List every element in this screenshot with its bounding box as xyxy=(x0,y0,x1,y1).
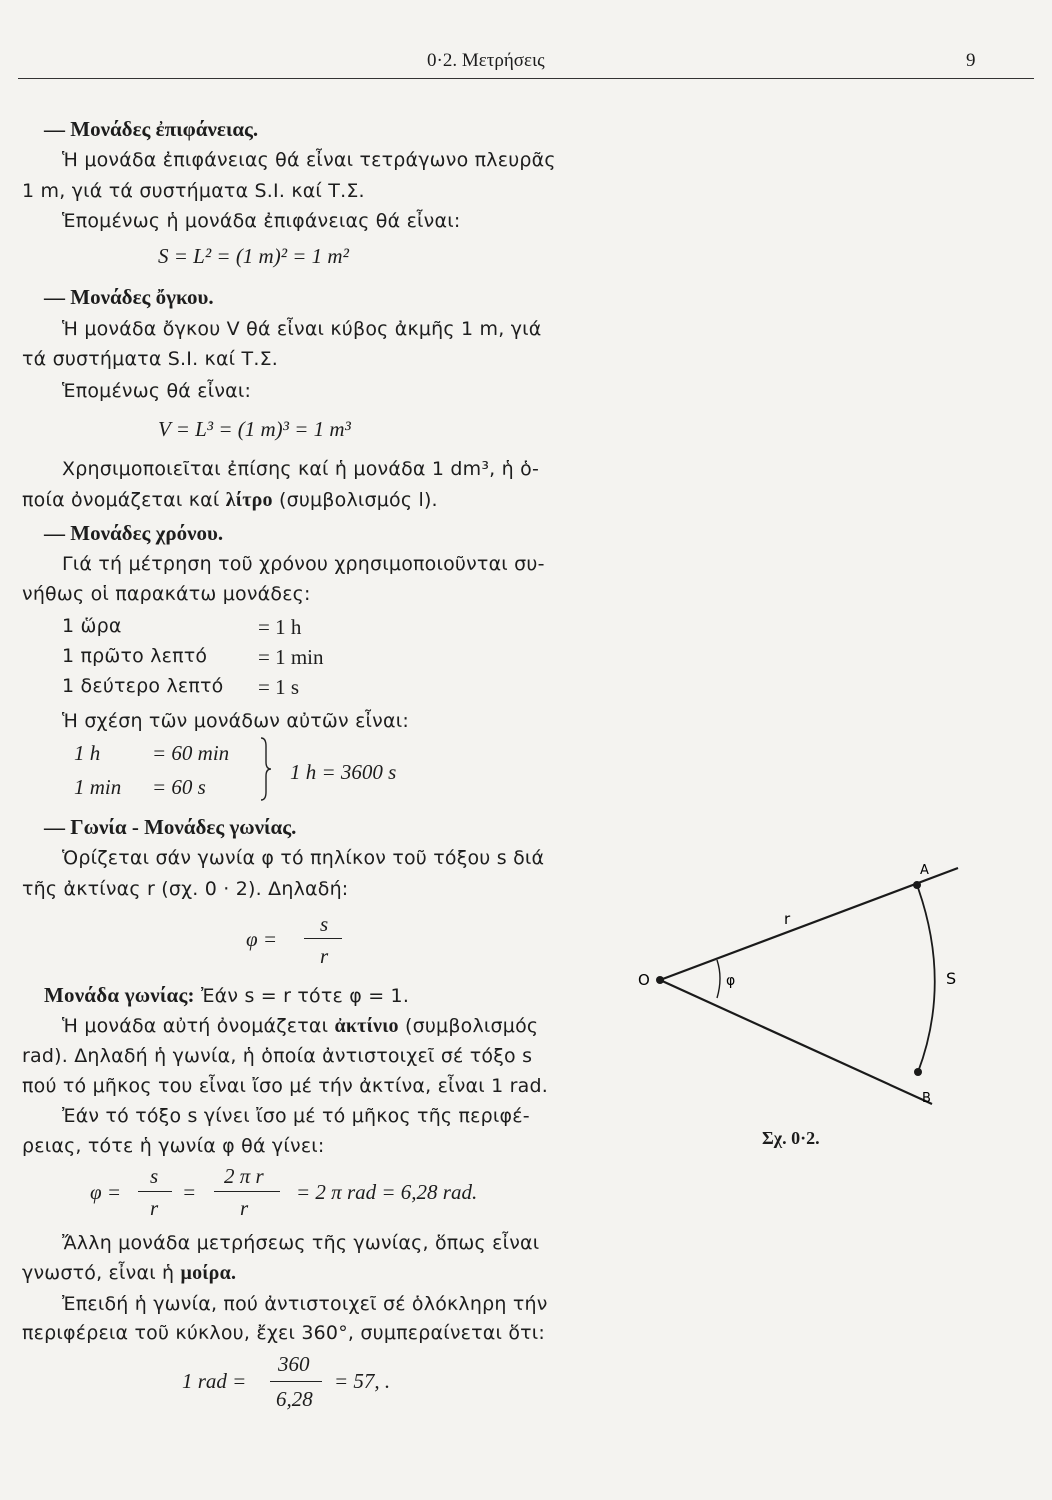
formula-phi-den: r xyxy=(320,944,329,968)
relation-result: 1 h = 3600 s xyxy=(290,760,397,784)
bold-term-degree: μοίρα. xyxy=(180,1262,237,1284)
formula2-rhs: = 2 π rad = 6,28 rad. xyxy=(296,1180,478,1204)
header-rule xyxy=(18,78,1034,79)
formula2-num1: s xyxy=(150,1164,159,1188)
point-A xyxy=(913,881,921,889)
label-A: A xyxy=(920,863,929,878)
page-number: 9 xyxy=(966,50,976,71)
paragraph-line: Ἑπομένως θά εἶναι: xyxy=(62,380,252,402)
paragraph-line: τά συστήματα S.I. καί Τ.Σ. xyxy=(22,348,279,370)
relation-left: 1 h xyxy=(74,741,101,765)
arc-s xyxy=(917,885,935,1072)
relation-left: 1 min xyxy=(74,775,122,799)
bold-term-litre: λίτρο xyxy=(225,489,273,511)
fraction-bar xyxy=(304,938,342,939)
formula3-rhs: = 57, . xyxy=(334,1369,391,1393)
paragraph-line: Χρησιμοποιεῖται ἐπίσης καί ἡ μονάδα 1 dm³, ἡ ὁ- xyxy=(62,458,540,480)
paragraph-line: Ἡ σχέση τῶν μονάδων αὐτῶν εἶναι: xyxy=(62,710,409,732)
paragraph-line: πού τό μῆκος του εἶναι ἴσο μέ τήν ἀκτίνα, εἶναι 1 rad. xyxy=(22,1075,549,1097)
paragraph-line: Ἄλλη μονάδα μετρήσεως τῆς γωνίας, ὅπως εἶναι xyxy=(62,1232,540,1254)
formula2-eq: = xyxy=(182,1180,197,1204)
formula2-lhs: φ = xyxy=(90,1180,122,1204)
formula-volume: V = L³ = (1 m)³ = 1 m³ xyxy=(158,417,351,441)
formula2-num2: 2 π r xyxy=(224,1164,264,1188)
paragraph-line xyxy=(22,1262,236,1285)
paragraph-line: Ὁρίζεται σάν γωνία φ τό πηλίκον τοῦ τόξου s διά xyxy=(62,847,545,869)
text-span: (συμβολισμός xyxy=(398,1015,539,1037)
paragraph-line: νήθως οἱ παρακάτω μονάδες: xyxy=(22,583,311,605)
paragraph-line: rad). Δηλαδή ἡ γωνία, ἡ ὁποία ἀντιστοιχεῖ σέ τόξο s xyxy=(22,1045,533,1067)
text-span: γνωστό, εἶναι ἡ xyxy=(22,1262,181,1284)
label-O: O xyxy=(638,971,650,989)
text-span: Ἡ μονάδα αὐτή ὀνομάζεται xyxy=(62,1015,335,1037)
ray-OB xyxy=(660,980,932,1104)
formula-phi-num: s xyxy=(320,912,329,936)
section-heading-volume: — Μονάδες ὄγκου. xyxy=(44,285,214,309)
figure-caption: Σχ. 0·2. xyxy=(762,1128,820,1148)
formula2-den1: r xyxy=(150,1196,159,1220)
paragraph-line: 1 m, γιά τά συστήματα S.I. καί Τ.Σ. xyxy=(22,180,365,202)
unit-value: = 1 min xyxy=(258,645,324,669)
point-B xyxy=(914,1068,922,1076)
paragraph-line: Γιά τή μέτρηση τοῦ χρόνου χρησιμοποιοῦνται συ- xyxy=(62,553,545,575)
paragraph-line xyxy=(62,1015,538,1038)
unit-name: 1 ὥρα xyxy=(62,615,122,637)
paragraph-line: Ἐπειδή ἡ γωνία, πού ἀντιστοιχεῖ σέ ὁλόκληρη τήν xyxy=(62,1293,548,1315)
text-span: ποία ὀνομάζεται καί xyxy=(22,489,226,511)
paragraph-line xyxy=(44,983,409,1008)
paragraph-line: Ἑπομένως ἡ μονάδα ἐπιφάνειας θά εἶναι: xyxy=(62,210,461,232)
unit-value: = 1 h xyxy=(258,615,302,639)
formula3-den: 6,28 xyxy=(276,1387,313,1411)
label-B: B xyxy=(922,1091,931,1106)
fraction-bar xyxy=(138,1191,172,1192)
fraction-bar xyxy=(214,1191,280,1192)
label-S: S xyxy=(946,969,957,988)
text-span: Ἐάν s = r τότε φ = 1. xyxy=(194,985,410,1007)
paragraph-line: περιφέρεια τοῦ κύκλου, ἔχει 360°, συμπεραίνεται ὅτι: xyxy=(22,1322,546,1344)
formula-phi-lhs: φ = xyxy=(246,927,278,951)
relation-right: = 60 s xyxy=(152,775,206,799)
section-heading-area: — Μονάδες ἐπιφάνειας. xyxy=(44,117,259,141)
unit-value: = 1 s xyxy=(258,675,300,699)
point-O xyxy=(656,976,664,984)
angle-diagram xyxy=(620,850,960,1120)
label-r: r xyxy=(784,910,791,928)
bold-term-radian: ἀκτίνιο xyxy=(334,1015,399,1037)
label-angle-unit: Μονάδα γωνίας: xyxy=(44,983,195,1007)
formula2-den2: r xyxy=(240,1196,249,1220)
section-heading-angle: — Γωνία - Μονάδες γωνίας. xyxy=(44,815,297,839)
section-heading-time: — Μονάδες χρόνου. xyxy=(44,521,224,545)
fraction-bar xyxy=(270,1381,322,1382)
paragraph-line: Ἡ μονάδα ἐπιφάνειας θά εἶναι τετράγωνο πλευρᾶς xyxy=(62,149,556,171)
running-header: 0·2. Μετρήσεις xyxy=(427,50,545,71)
label-phi: φ xyxy=(726,973,736,989)
text-span: (συμβολισμός l). xyxy=(272,489,438,511)
unit-name: 1 δεύτερο λεπτό xyxy=(62,675,224,697)
formula3-lhs: 1 rad = xyxy=(182,1369,247,1393)
paragraph-line: τῆς ἀκτίνας r (σχ. 0 · 2). Δηλαδή: xyxy=(22,878,349,900)
paragraph-line: Ἐάν τό τόξο s γίνει ἴσο μέ τό μῆκος τῆς περιφέ- xyxy=(62,1105,530,1127)
formula3-num: 360 xyxy=(278,1352,310,1376)
formula-area: S = L² = (1 m)² = 1 m² xyxy=(158,244,349,268)
unit-name: 1 πρῶτο λεπτό xyxy=(62,645,208,667)
brace-icon xyxy=(258,736,274,802)
paragraph-line: Ἡ μονάδα ὄγκου V θά εἶναι κύβος ἀκμῆς 1 m, γιά xyxy=(62,318,542,340)
angle-arc xyxy=(717,960,720,998)
paragraph-line xyxy=(22,489,438,512)
paragraph-line: ρειας, τότε ἡ γωνία φ θά γίνει: xyxy=(22,1135,325,1157)
relation-right: = 60 min xyxy=(152,741,230,765)
